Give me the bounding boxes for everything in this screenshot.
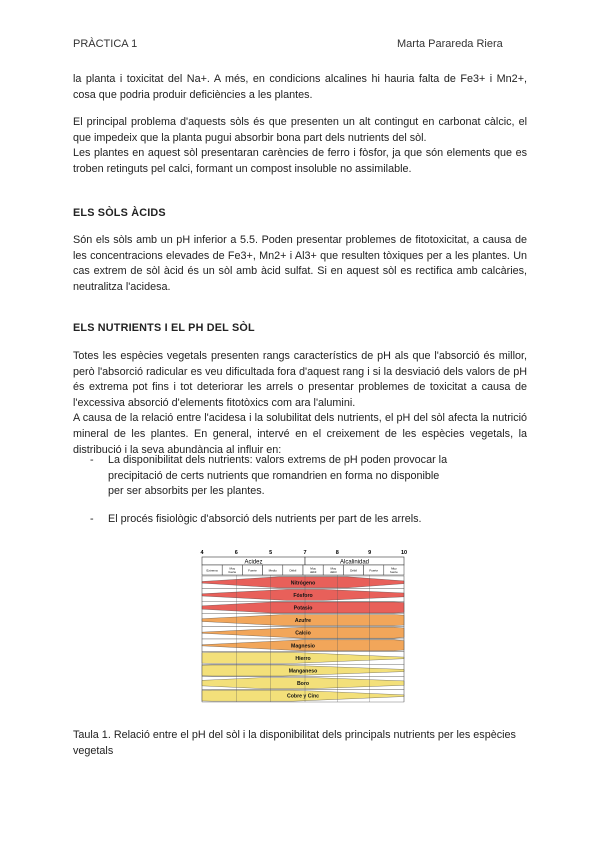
nutrient-label: Calcio xyxy=(295,630,311,637)
paragraph-text: la planta i toxicitat del Na+. A més, en condicions alcalines hi hauria falta de Fe3+ i Mn2+, cosa que podria produir deficiències a les plantes. xyxy=(73,73,527,101)
sub-label: Medio xyxy=(268,568,277,573)
sub-label: Muy xyxy=(391,566,397,571)
ph-tick-label: 10 xyxy=(400,550,408,556)
section-title-acid-soils: ELS SÒLS ÀCIDS xyxy=(73,207,166,219)
sub-label: Débil xyxy=(289,568,297,573)
sub-label: débil xyxy=(309,570,317,574)
section-text-acid-soils: Són els sòls amb un pH inferior a 5.5. Poden presentar problemes de fitotoxicitat, a causa de les concentracions elevades de Fe3+, Mn2+ i Al3+ que resulten tòxiques per a les plantes. Un cas extrem de sòl àcid és un sòl amb àcid sulfat. Si en aquest sòl es rectifica amb calcàries, neutralitza l'acidesa. xyxy=(73,234,527,293)
section-title-nutrients: ELS NUTRIENTS I EL PH DEL SÒL xyxy=(73,322,255,334)
ph-tick-label: 7 xyxy=(303,550,307,556)
nutrient-ph-chart xyxy=(198,548,408,708)
sub-label: Fuerte xyxy=(369,568,379,573)
bullet-line: precipitació de certs nutrients que romandrien en forma no disponible xyxy=(108,469,440,482)
paragraph-text: El principal problema d'aquests sòls és que presenten un alt contingut en carbonat càlcic, el que impedeix que la planta pugui absorbir bona part dels nutrients del sòl. xyxy=(73,116,527,144)
bullet-line: La disponibilitat dels nutrients: valors extrems de pH poden provocar la xyxy=(108,454,448,466)
ph-tick-label: 5 xyxy=(269,550,273,556)
ph-tick-label: 4 xyxy=(200,550,204,556)
nutrient-label: Nitrógeno xyxy=(290,580,316,587)
group-label-alkaline: Alcalinidad xyxy=(339,559,370,566)
sub-label: Muy xyxy=(330,566,337,571)
bullet-line: El procés fisiològic d'absorció dels nutrients per part de les arrels. xyxy=(108,513,422,525)
nutrient-label: Boro xyxy=(296,681,310,688)
sub-label: Débil xyxy=(350,568,357,573)
nutrient-label: Cobre y Cinc xyxy=(287,693,319,700)
sub-label: débil xyxy=(330,570,337,574)
header-right: Marta Parareda Riera xyxy=(397,38,503,50)
sub-label: Extrema xyxy=(206,568,218,573)
group-label-acid: Acidez xyxy=(244,559,263,566)
sub-label: fuerte xyxy=(228,570,237,574)
sub-label: fuerte xyxy=(390,570,398,574)
sub-label: Muy xyxy=(229,566,236,571)
nutrient-label: Azufre xyxy=(294,618,312,625)
header-left: PRÀCTICA 1 xyxy=(73,38,138,50)
nutrient-label: Hierro xyxy=(295,655,311,662)
nutrient-label: Fósforo xyxy=(293,592,313,599)
table-caption: Taula 1. Relació entre el pH del sòl i la disponibilitat dels principals nutrients per les espècies vegetals xyxy=(73,729,516,757)
bullet-dash: - xyxy=(90,513,94,525)
ph-tick-label: 9 xyxy=(368,550,372,556)
paragraph-text: Totes les espècies vegetals presenten rangs característics de pH als que l'absorció és millor, però l'absorció radicular es veu dificultada fora d'aquest rang i si la desviació dels valors de pH és extrema pot fins i tot deteriorar les arrels o presentar problemes de toxicitat a causa de l'excessiva absorció d'elements fitotòxics com ara l'alumini. xyxy=(73,350,527,409)
paragraph-text: Les plantes en aquest sòl presentaran carències de ferro i fòsfor, ja que són elements que es troben retinguts pel calci, formant un compost insoluble no assimilable. xyxy=(73,147,527,175)
paragraph-calcium xyxy=(73,115,527,177)
paragraph-intro xyxy=(73,72,527,103)
paragraph-text: A causa de la relació entre l'acidesa i la solubilitat dels nutrients, el pH del sòl afecta la nutrició mineral de les plantes. En general, intervé en el creixement de les espècies vegetals, la distribució i la seva abundància al influir en: xyxy=(73,412,527,456)
sub-label: Muy xyxy=(310,566,316,571)
nutrient-label: Magnesio xyxy=(291,643,315,650)
ph-tick-label: 6 xyxy=(234,550,238,556)
sub-label: Fuerte xyxy=(248,568,257,573)
bullet-line: per ser absorbits per les plantes. xyxy=(108,485,265,498)
ph-tick-label: 8 xyxy=(335,550,339,556)
nutrient-label: Manganeso xyxy=(288,668,318,675)
section-text-nutrients xyxy=(73,349,527,458)
bullet-dash: - xyxy=(90,454,94,466)
nutrient-label: Potasio xyxy=(293,605,313,612)
